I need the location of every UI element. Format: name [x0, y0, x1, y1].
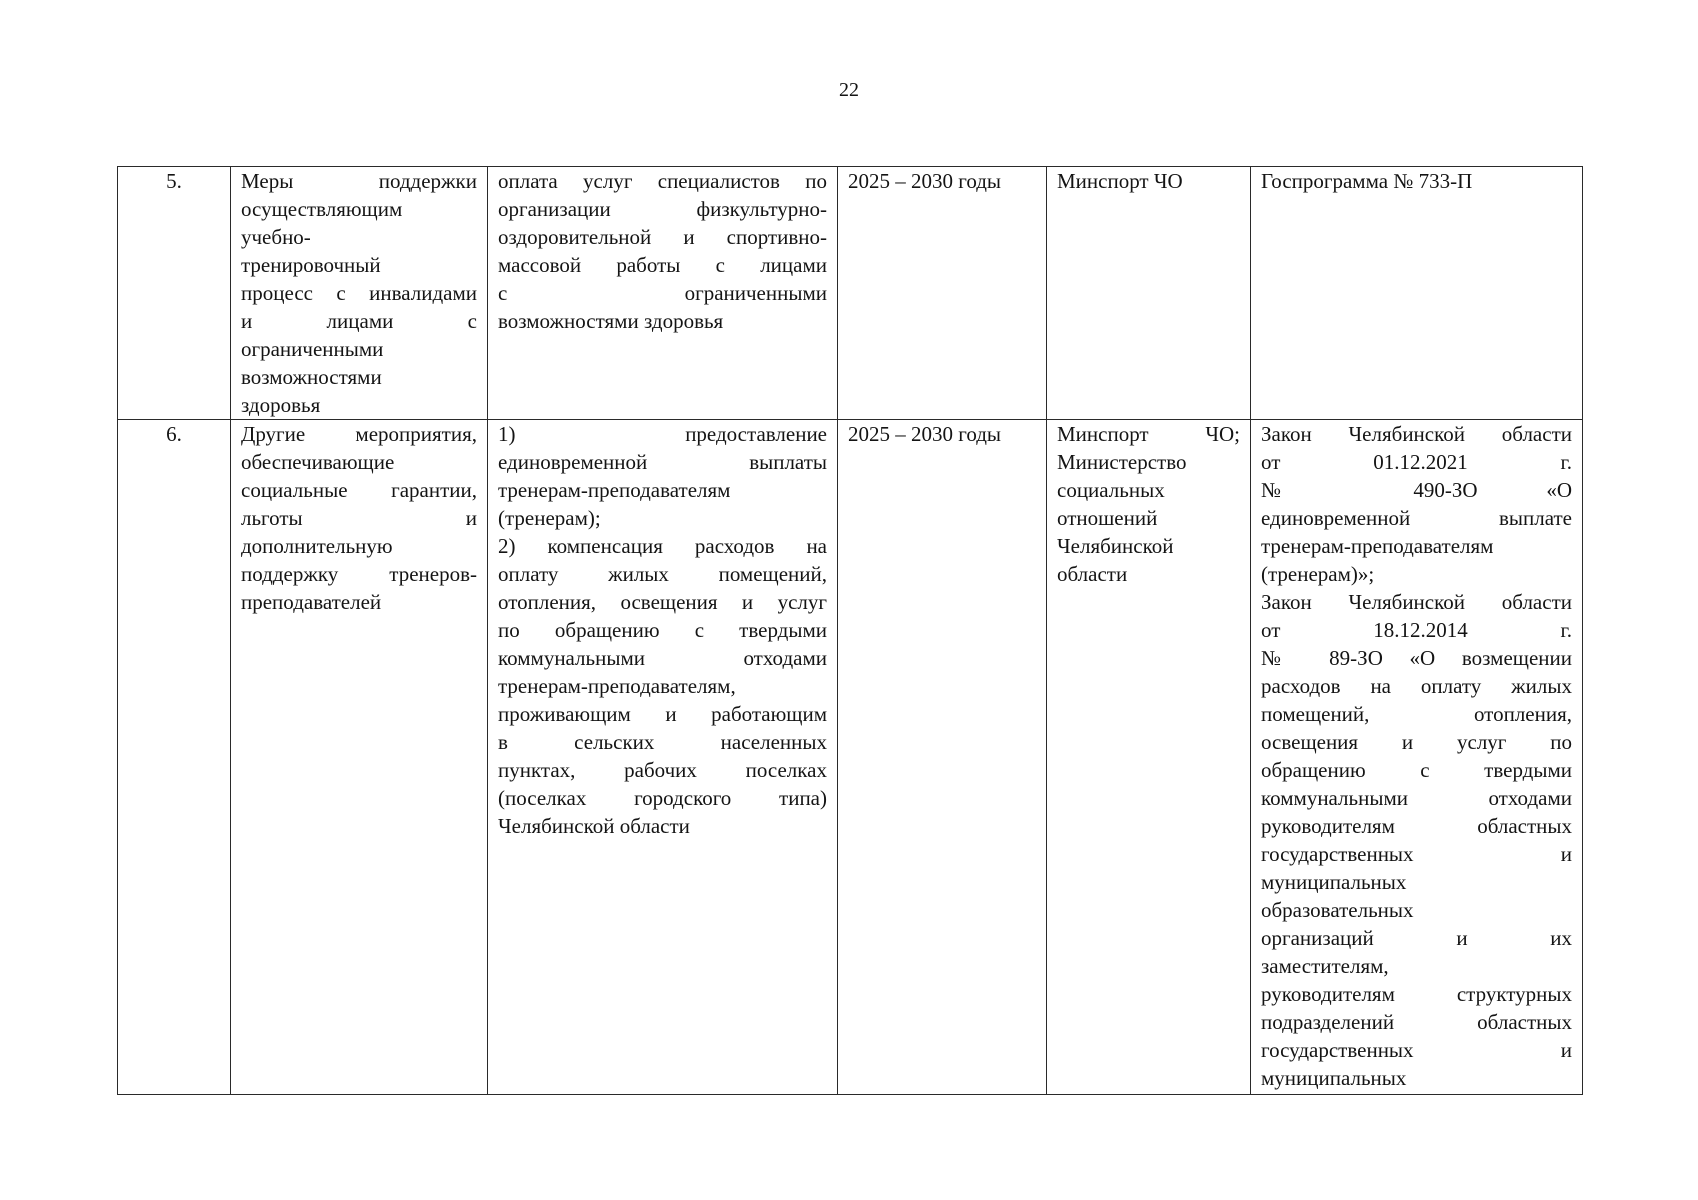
executor-line: Министерство: [1057, 450, 1187, 474]
measure-content-line: оплату жилых помещений,: [498, 562, 827, 586]
legal-basis-line: освещения и услуг по: [1261, 730, 1572, 754]
legal-basis-line: от 18.12.2014 г.: [1261, 618, 1572, 642]
legal-basis-cell: [1251, 167, 1583, 420]
row-number-cell: [118, 420, 231, 1095]
legal-basis-line: единовременной выплате: [1261, 506, 1572, 530]
executor-line: отношений: [1057, 506, 1158, 530]
executor-line: области: [1057, 562, 1128, 586]
measure-name-cell: [231, 167, 488, 420]
measure-name-line: учебно-: [241, 225, 311, 249]
table-row: [118, 167, 1583, 420]
measure-content-line: 2) компенсация расходов на: [498, 534, 827, 558]
period-cell: [838, 420, 1047, 1095]
executor-cell: [1047, 420, 1251, 1095]
measure-name-line: здоровья: [241, 393, 321, 417]
legal-basis-line: образовательных: [1261, 898, 1414, 922]
legal-basis-line: руководителям структурных: [1261, 982, 1572, 1006]
measure-content-line: массовой работы с лицами: [498, 253, 827, 277]
legal-basis-line: № 490-ЗО «О: [1261, 478, 1572, 502]
executor-line: социальных: [1057, 478, 1165, 502]
period-cell: [838, 167, 1047, 420]
measure-content-line: возможностями здоровья: [498, 309, 724, 333]
legal-basis-line: № 89-ЗО «О возмещении: [1261, 646, 1572, 670]
measure-content-line: (тренерам);: [498, 506, 601, 530]
row-number: 5.: [166, 169, 182, 193]
measure-name-cell: [231, 420, 488, 1095]
measure-content-line: оздоровительной и спортивно-: [498, 225, 827, 249]
measure-name-line: поддержку тренеров-: [241, 562, 477, 586]
measure-content-line: оплата услуг специалистов по: [498, 169, 827, 193]
legal-basis-line: государственных и: [1261, 842, 1572, 866]
measure-name-line: льготы и: [241, 506, 477, 530]
measure-name-line: ограниченными: [241, 337, 384, 361]
measure-content-line: в сельских населенных: [498, 730, 827, 754]
executor-line: Челябинской: [1057, 534, 1174, 558]
legal-basis-line: организаций и их: [1261, 926, 1572, 950]
measure-content-line: Челябинской области: [498, 814, 690, 838]
measure-name-line: возможностями: [241, 365, 382, 389]
legal-basis-line: муниципальных: [1261, 870, 1407, 894]
legal-basis-line: коммунальными отходами: [1261, 786, 1572, 810]
legal-basis-line: Закон Челябинской области: [1261, 422, 1572, 446]
legal-basis-line: государственных и: [1261, 1038, 1572, 1062]
legal-basis-line: подразделений областных: [1261, 1010, 1572, 1034]
legal-basis-line: муниципальных: [1261, 1066, 1407, 1090]
measures-table: [117, 166, 1583, 1095]
executor-line: Минспорт ЧО;: [1057, 422, 1240, 446]
legal-basis-cell: [1251, 420, 1583, 1095]
legal-basis-line: обращению с твердыми: [1261, 758, 1572, 782]
measure-name-line: обеспечивающие: [241, 450, 395, 474]
measure-content-line: коммунальными отходами: [498, 646, 827, 670]
measure-content-line: 1) предоставление: [498, 422, 827, 446]
legal-basis-line: тренерам-преподавателям: [1261, 534, 1494, 558]
measure-content-line: организации физкультурно-: [498, 197, 827, 221]
measure-content-cell: [488, 167, 838, 420]
legal-basis-line: Закон Челябинской области: [1261, 590, 1572, 614]
measure-content-line: проживающим и работающим: [498, 702, 827, 726]
measure-content-line: пунктах, рабочих поселках: [498, 758, 827, 782]
legal-basis-line: руководителям областных: [1261, 814, 1572, 838]
measure-name-line: тренировочный: [241, 253, 381, 277]
measure-content-line: с ограниченными: [498, 281, 827, 305]
row-number-cell: [118, 167, 231, 420]
row-number: 6.: [166, 422, 182, 446]
measure-name-line: Другие мероприятия,: [241, 422, 477, 446]
measure-content-line: (поселках городского типа): [498, 786, 827, 810]
measure-name-line: социальные гарантии,: [241, 478, 477, 502]
executor-cell: [1047, 167, 1251, 420]
measure-content-line: по обращению с твердыми: [498, 618, 827, 642]
measure-name-line: и лицами с: [241, 309, 477, 333]
measure-content-line: единовременной выплаты: [498, 450, 827, 474]
legal-basis-line: помещений, отопления,: [1261, 702, 1572, 726]
legal-basis-line: (тренерам)»;: [1261, 562, 1375, 586]
measure-content-cell: [488, 420, 838, 1095]
measure-name-line: процесс с инвалидами: [241, 281, 477, 305]
legal-basis-line: от 01.12.2021 г.: [1261, 450, 1572, 474]
measure-name-line: осуществляющим: [241, 197, 403, 221]
period-text: 2025 – 2030 годы: [848, 169, 1002, 193]
legal-basis-line: Госпрограмма № 733-П: [1261, 169, 1473, 193]
measure-name-line: Меры поддержки: [241, 169, 477, 193]
legal-basis-line: расходов на оплату жилых: [1261, 674, 1572, 698]
measure-content-line: тренерам-преподавателям: [498, 478, 731, 502]
legal-basis-line: заместителям,: [1261, 954, 1389, 978]
measure-content-line: отопления, освещения и услуг: [498, 590, 827, 614]
table-row: [118, 420, 1583, 1095]
measure-name-line: преподавателей: [241, 590, 382, 614]
period-text: 2025 – 2030 годы: [848, 422, 1002, 446]
page-number: 22: [839, 79, 859, 101]
executor-line: Минспорт ЧО: [1057, 169, 1183, 193]
table-body: [118, 167, 1583, 1095]
measure-content-line: тренерам-преподавателям,: [498, 674, 736, 698]
measure-name-line: дополнительную: [241, 534, 393, 558]
